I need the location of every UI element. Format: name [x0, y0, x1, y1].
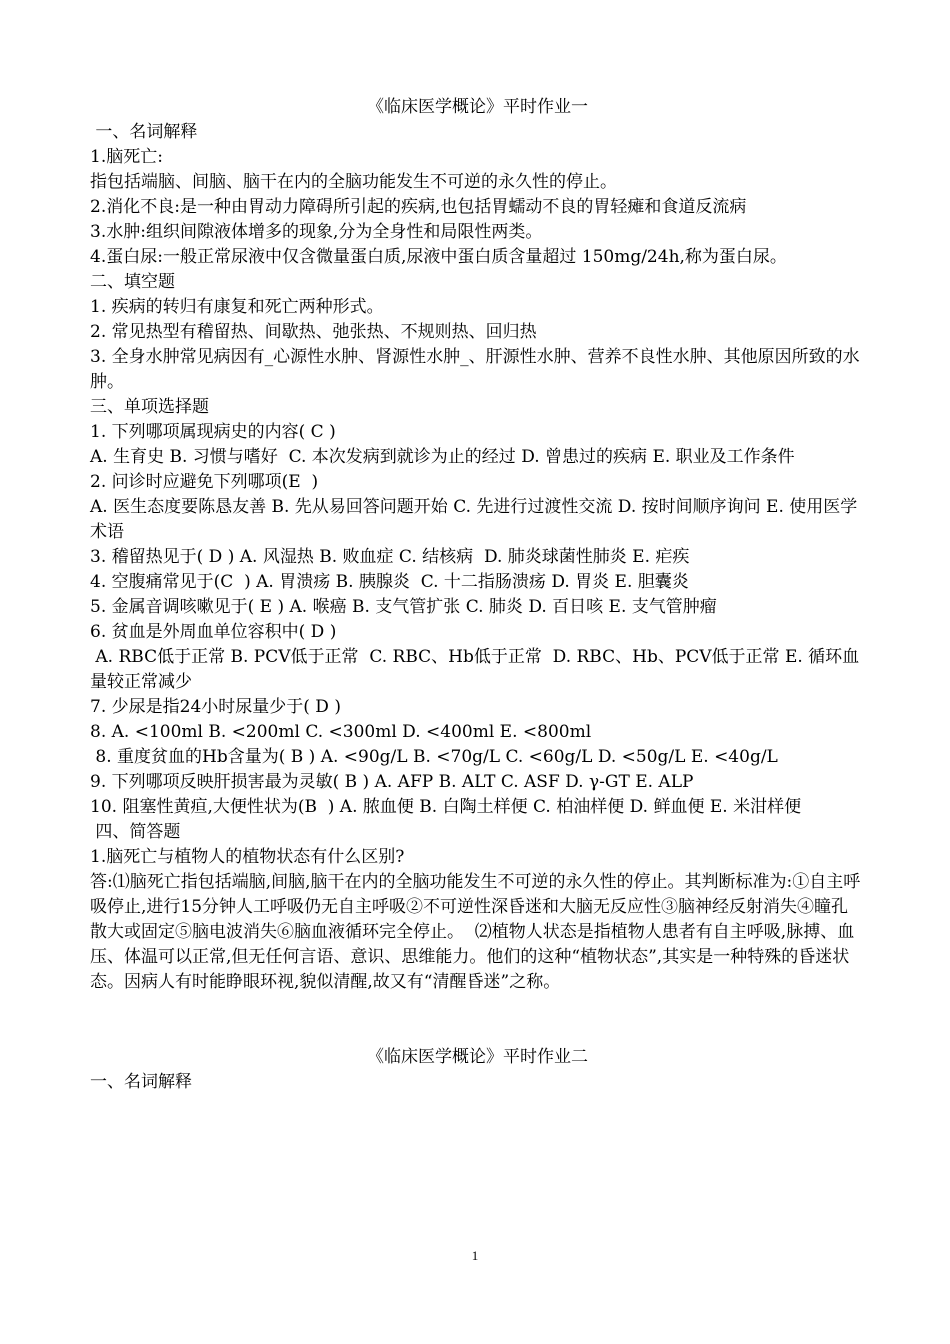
assignment-1-title: 《临床医学概论》平时作业一 [367, 97, 588, 117]
section-heading: 三、单项选择题 [90, 397, 209, 417]
question-options: A. RBC低于正常 B. PCV低于正常 C. RBC、Hb低于正常 D. RBC、Hb、PCV低于正常 E. 循环血量较正常减少 [90, 647, 860, 692]
question-item: 9. 下列哪项反映肝损害最为灵敏( B ) A. AFP B. ALT C. ASF D. γ-GT E. ALP [90, 772, 694, 792]
short-answer-question: 1.脑死亡与植物人的植物状态有什么区别? [90, 847, 405, 867]
assignment-1-body [90, 120, 865, 995]
question-options: A. 医生态度要陈恳友善 B. 先从易回答问题开始 C. 先进行过渡性交流 D. 按时间顺序询问 E. 使用医学术语 [90, 497, 858, 542]
fill-blank-item: 3. 全身水肿常见病因有_心源性水肿、肾源性水肿_、肝源性水肿、营养不良性水肿、其他原因所致的水肿。 [90, 347, 860, 392]
term-definition: 指包括端脑、间脑、脑干在内的全脑功能发生不可逆的永久性的停止。 [90, 172, 617, 192]
question-item: 3. 稽留热见于( D ) A. 风湿热 B. 败血症 C. 结核病 D. 肺炎球菌性肺炎 E. 疟疾 [90, 547, 690, 567]
question-item: 4. 空腹痛常见于(C ) A. 胃溃疡 B. 胰腺炎 C. 十二指肠溃疡 D. 胃炎 E. 胆囊炎 [90, 572, 689, 592]
question-item: 10. 阻塞性黄疸,大便性状为(B ) A. 脓血便 B. 白陶土样便 C. 柏油样便 D. 鲜血便 E. 米泔样便 [90, 797, 802, 817]
short-answer-text: 答:⑴脑死亡指包括端脑,间脑,脑干在内的全脑功能发生不可逆的永久性的停止。其判断标准为:①自主呼吸停止,进行15分钟人工呼吸仍无自主呼吸②不可逆性深昏迷和大脑无反应性③脑神经反射消失④瞳孔散大或固定⑤脑电波消失⑥脑血液循环完全停止。 ⑵植物人状态是指植物人患者有自主呼吸,脉搏、血压、体温可以正常,但无任何言语、意识、思维能力。他们的这种“植物状态”,其实是一种特殊的昏迷状态。因病人有时能睁眼环视,貌似清醒,故又有“清醒昏迷”之称。 [90, 872, 861, 992]
question-item: 6. 贫血是外周血单位容积中( D ) [90, 622, 337, 642]
question-options: A. 生育史 B. 习惯与嗜好 C. 本次发病到就诊为止的经过 D. 曾患过的疾病 E. 职业及工作条件 [90, 447, 795, 467]
section-heading: 二、填空题 [90, 272, 175, 292]
term-item: 1.脑死亡: [90, 147, 163, 167]
assignment-2-title: 《临床医学概论》平时作业二 [367, 1047, 588, 1067]
question-item: 8. 重度贫血的Hb含量为( B ) A. <90g/L B. <70g/L C. <60g/L D. <50g/L E. <40g/L [90, 747, 778, 767]
fill-blank-item: 2. 常见热型有稽留热、间歇热、弛张热、不规则热、回归热 [90, 322, 537, 342]
term-item: 4.蛋白尿:一般正常尿液中仅含微量蛋白质,尿液中蛋白质含量超过 150mg/24h,称为蛋白尿。 [90, 247, 787, 267]
spacer [90, 995, 865, 1045]
section-heading: 一、名词解释 [90, 122, 198, 142]
question-item: 7. 少尿是指24小时尿量少于( D ) [90, 697, 341, 717]
question-item: 1. 下列哪项属现病史的内容( C ) [90, 422, 336, 442]
section-heading: 一、名词解释 [90, 1072, 192, 1092]
question-item: 5. 金属音调咳嗽见于( E ) A. 喉癌 B. 支气管扩张 C. 肺炎 D. 百日咳 E. 支气管肿瘤 [90, 597, 717, 617]
term-item: 3.水肿:组织间隙液体增多的现象,分为全身性和局限性两类。 [90, 222, 543, 242]
document-page [90, 95, 865, 1095]
section-heading: 四、简答题 [90, 822, 181, 842]
term-item: 2.消化不良:是一种由胃动力障碍所引起的疾病,也包括胃蠕动不良的胃轻瘫和食道反流病 [90, 197, 747, 217]
page-number: 1 [471, 1248, 479, 1263]
fill-blank-item: 1. 疾病的转归有康复和死亡两种形式。 [90, 297, 384, 317]
question-item: 2. 问诊时应避免下列哪项(E ) [90, 472, 319, 492]
question-options: 8. A. <100ml B. <200ml C. <300ml D. <400ml E. <800ml [90, 722, 592, 742]
